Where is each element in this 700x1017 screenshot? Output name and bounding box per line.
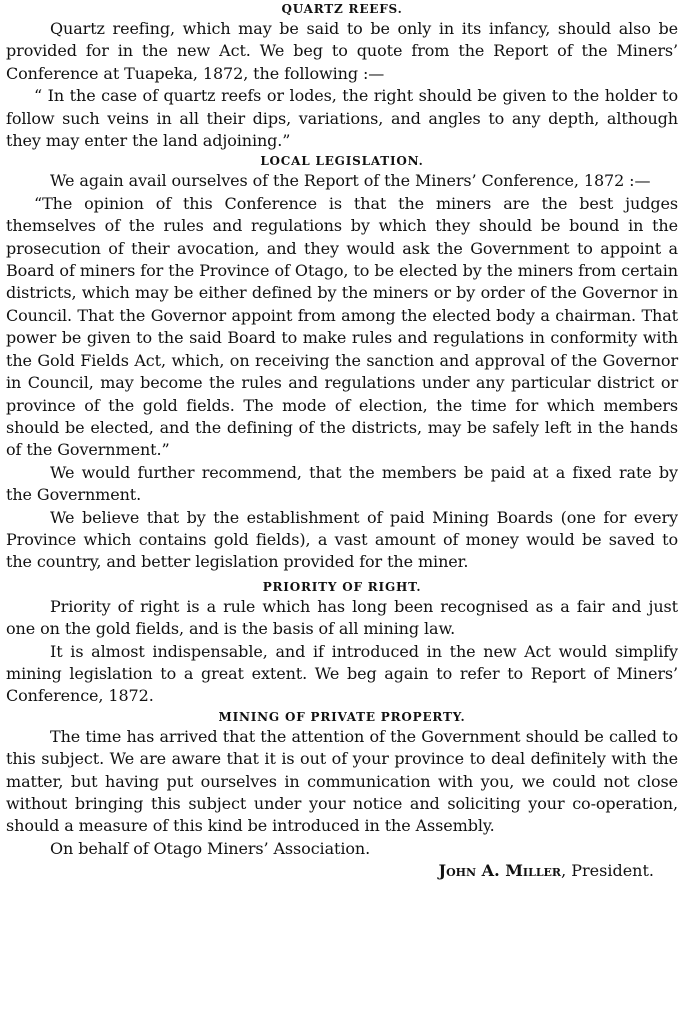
- signature-line: [6, 860, 654, 882]
- section-heading-quartz-reefs: QUARTZ REEFS.: [281, 2, 403, 16]
- quote-paragraph: “ In the case of quartz reefs or lodes, the right should be given to the holder to follow such veins in all their dips, variations, and angles to any depth, although they may enter the land adjoining.”: [6, 86, 678, 151]
- paragraph: Priority of right is a rule which has long been recognised as a fair and just one on the gold fields, and is the basis of all mining law.: [6, 596, 678, 639]
- paragraph: We again avail ourselves of the Report of the Miners’ Conference, 1872 :—: [50, 171, 651, 191]
- section-heading-local-legislation: LOCAL LEGISLATION.: [260, 154, 424, 169]
- section-heading-mining-of-private-property: MINING OF PRIVATE PROPERTY.: [218, 709, 466, 724]
- signatory-title: , President.: [561, 861, 654, 881]
- signatory-name: John A. Miller: [438, 861, 562, 881]
- paragraph: It is almost indispensable, and if introduced in the new Act would simplify mining legislation to a great extent. We beg again to refer to Report of Miners’ Conference, 1872.: [6, 641, 678, 706]
- paragraph: The time has arrived that the attention of the Government should be called to this subject. We are aware that it is out of your province to deal definitely with the matter, but having put ourselves in communication with you, we could not close without bringing this subject under your notice and soliciting your co-operation, should a measure of this kind be introduced in the Assembly.: [6, 726, 678, 836]
- paragraph: We would further recommend, that the members be paid at a fixed rate by the Government.: [6, 462, 678, 505]
- section-heading-priority-of-right: PRIORITY OF RIGHT.: [262, 579, 422, 594]
- document-page: [6, 0, 678, 883]
- paragraph: We believe that by the establishment of paid Mining Boards (one for every Province which contains gold fields), a vast amount of money would be saved to the country, and better legislation provided for the miner.: [6, 507, 678, 572]
- paragraph: Quartz reefing, which may be said to be only in its infancy, should also be provided for in the new Act. We beg to quote from the Report of the Miners’ Conference at Tuapeka, 1872, the following :—: [6, 19, 678, 83]
- quote-paragraph: “The opinion of this Conference is that the miners are the best judges themselves of the rules and regulations by which they should be bound in the prosecution of their avocation, and they would ask the Government to appoint a Board of miners for the Province of Otago, to be elected by the miners from certain districts, which may be either defined by the miners or by order of the Governor in Council. That the Governor appoint from among the elected body a chairman. That power be given to the said Board to make rules and regulations in conformity with the Gold Fields Act, which, on receiving the sanction and approval of the Governor in Council, may become the rules and regulations under any particular district or province of the gold fields. The mode of election, the time for which members should be elected, and the defining of the districts, may be safely left in the hands of the Government.”: [6, 193, 678, 460]
- paragraph: On behalf of Otago Miners’ Association.: [50, 838, 371, 858]
